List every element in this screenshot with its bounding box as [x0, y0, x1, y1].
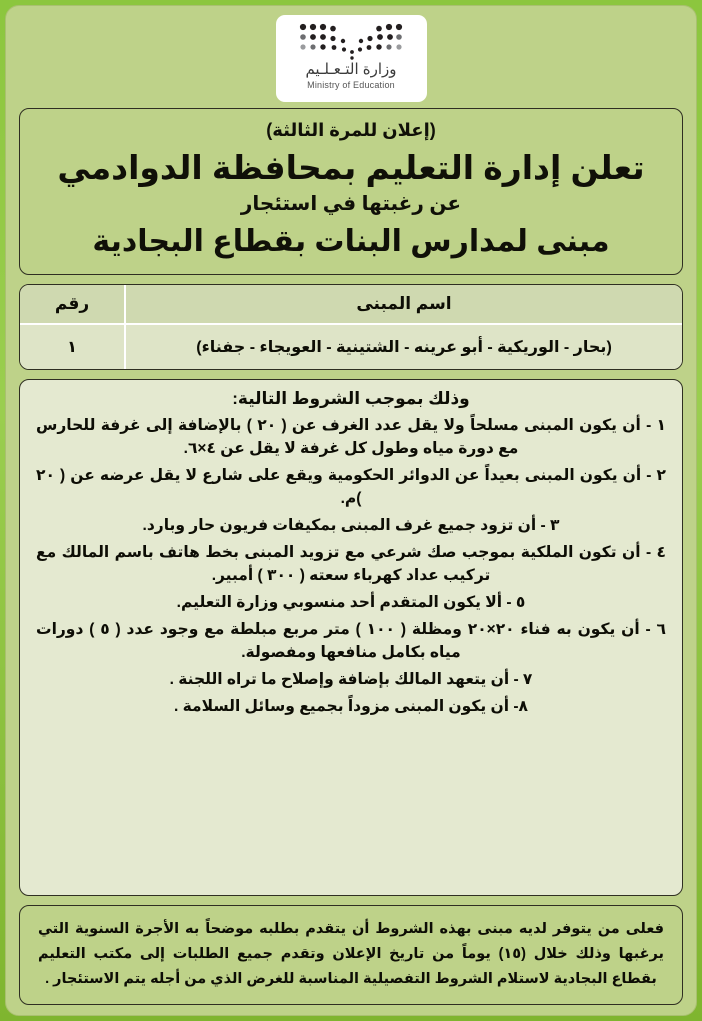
list-item: ٨- أن يكون المبنى مزوداً بجميع وسائل السلامة . — [173, 697, 529, 715]
list-item: ٣ - أن تزود جميع غرف المبنى بمكيفات فريون حار وبارد. — [142, 517, 560, 535]
list-item: ١ - أن يكون المبنى مسلحاً ولا يقل عدد الغرف عن ( ٢٠ ) بالإضافة إلى غرفة للحارس مع دورة مياه وطول كل غرفة لا يقل عن ٤×٦. — [36, 417, 666, 458]
logo-container — [19, 12, 683, 108]
table-header — [20, 285, 682, 324]
column-header-building-name: اسم المبنى — [125, 285, 682, 324]
column-header-number: رقم — [20, 285, 125, 324]
buildings-table — [20, 285, 682, 369]
list-item: ٦ - أن يكون به فناء ٢٠×٢٠ ومظلة ( ١٠٠ ) متر مربع مبلطة مع وجود عدد ( ٥ ) دورات مياه بكامل منافعها ومفصولة. — [36, 620, 667, 661]
ministry-logo-card — [276, 15, 427, 102]
footer-panel — [19, 905, 683, 1005]
third-announcement-note: (إعلان للمرة الثالثة) — [266, 120, 436, 140]
conditions-title: وذلك بموجب الشروط التالية: — [232, 389, 470, 409]
list-item: ٥ - ألا يكون المتقدم أحد منسوبي وزارة التعليم. — [176, 594, 526, 611]
logo-arabic-name: وزارة التـعـلـيم — [305, 61, 397, 78]
ministry-of-education-dot-logo-icon — [295, 22, 407, 60]
list-item: ٧ - أن يتعهد المالك بإضافة وإصلاح ما تراه اللجنة . — [169, 670, 533, 688]
table-body — [20, 324, 682, 369]
table-header-row — [20, 285, 682, 324]
announcement-inner-frame — [5, 5, 697, 1016]
cell-building-name: (بحار - الوريكية - أبو عرينه - الشتينية - العويجاء - جفناء) — [125, 324, 682, 369]
list-item: ٤ - أن تكون الملكية بموجب صك شرعي مع تزويد المبنى بخط هاتف باسم المالك مع تركيب عداد كهرباء سعته ( ٣٠٠ ) أمبير. — [36, 544, 666, 585]
logo-english-name: Ministry of Education — [307, 80, 395, 90]
headline-subtitle: عن رغبتها في استئجار — [240, 193, 462, 216]
headline-panel — [19, 108, 683, 275]
list-item: ٢ - أن يكون المبنى بعيداً عن الدوائر الحكومية ويقع على شارع لا يقل عرضه عن ( ٢٠ )م. — [36, 467, 666, 508]
footer-instructions: فعلى من يتوفر لديه مبنى بهذه الشروط أن يتقدم بطلبه موضحاً به الأجرة السنوية التي يرغبها وذلك خلال (١٥) يوماً من تاريخ الإعلان وتقدم جميع الطلبات إلى مكتب التعليم بقطاع البجادية لاستلام الشروط التفصيلية المناسبة للغرض الذي من أجله يتم الاستئجار . — [38, 921, 664, 988]
table-row — [20, 324, 682, 369]
headline-subject: مبنى لمدارس البنات بقطاع البجادية — [92, 225, 610, 259]
conditions-panel — [19, 379, 683, 896]
cell-number: ١ — [20, 324, 125, 369]
page-title: تعلن إدارة التعليم بمحافظة الدوادمي — [57, 148, 645, 186]
buildings-table-panel — [19, 284, 683, 370]
conditions-list — [36, 415, 666, 718]
